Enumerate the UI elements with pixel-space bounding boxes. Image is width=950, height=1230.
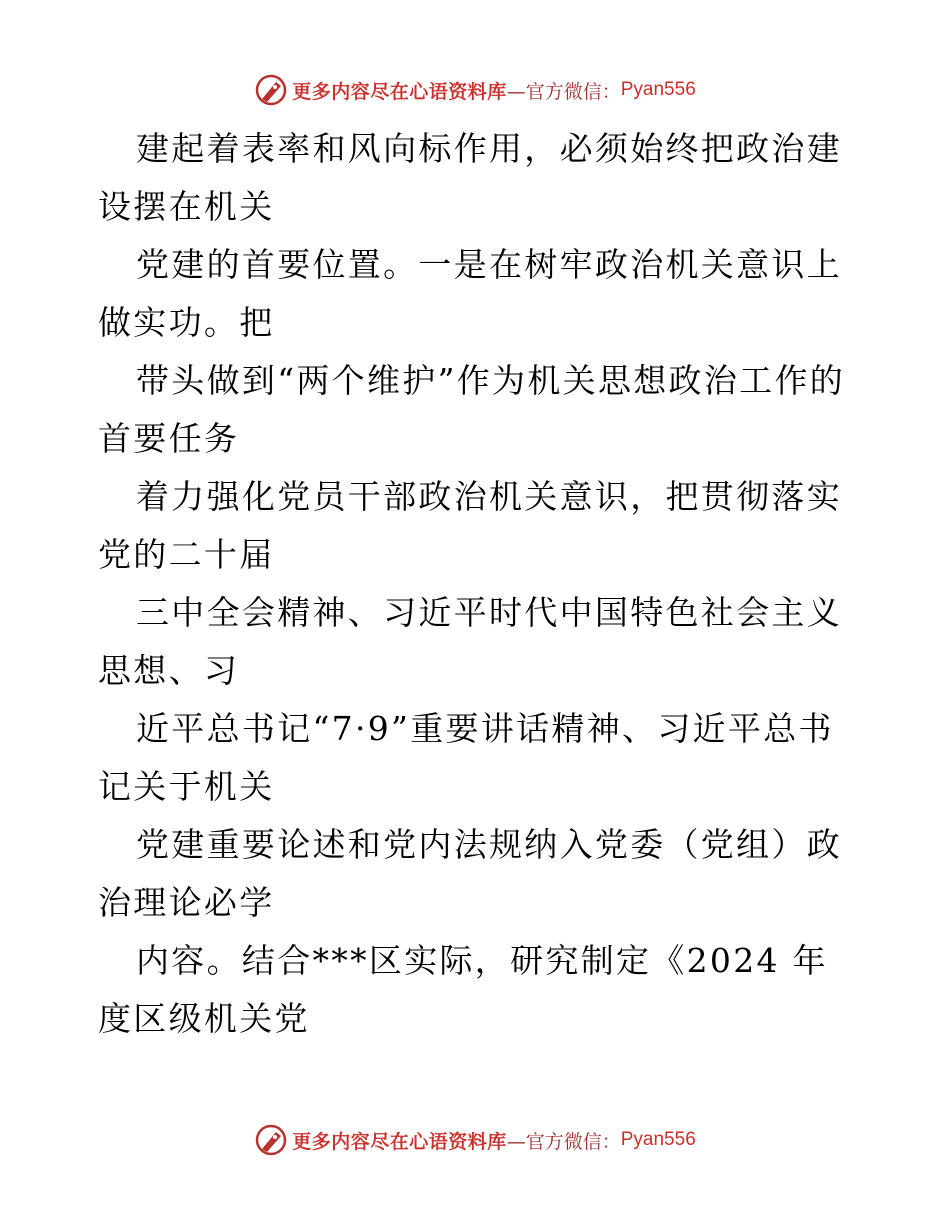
banner-text: 更多内容尽在心语资料库 [292, 1130, 507, 1153]
wechat-account: Pyan556 [620, 79, 696, 100]
paragraph: 建起着表率和风向标作用，必须始终把政治建设摆在机关 [98, 129, 842, 226]
footer-watermark-banner [0, 1120, 950, 1160]
wechat-account: Pyan556 [620, 1129, 696, 1150]
banner-separator: —官方微信： [506, 1130, 621, 1153]
paragraph: 带头做到“两个维护”作为机关思想政治工作的首要任务 [98, 361, 846, 458]
paragraph: 党建重要论述和党内法规纳入党委（党组）政治理论必学 [98, 825, 842, 922]
banner-text: 更多内容尽在心语资料库 [292, 80, 507, 103]
document-body [98, 120, 858, 1048]
paragraph: 内容。结合***区实际，研究制定《2024 年度区级机关党 [98, 941, 828, 1038]
paragraph: 着力强化党员干部政治机关意识，把贯彻落实党的二十届 [98, 477, 842, 574]
header-watermark-banner [0, 70, 950, 110]
pen-nib-logo-icon [254, 1123, 288, 1157]
banner-separator: —官方微信： [506, 80, 621, 103]
paragraph: 近平总书记“7·9”重要讲话精神、习近平总书记关于机关 [98, 709, 834, 806]
paragraph: 党建的首要位置。一是在树牢政治机关意识上做实功。把 [98, 245, 842, 342]
pen-nib-logo-icon [254, 73, 288, 107]
paragraph: 三中全会精神、习近平时代中国特色社会主义思想、习 [98, 593, 842, 690]
